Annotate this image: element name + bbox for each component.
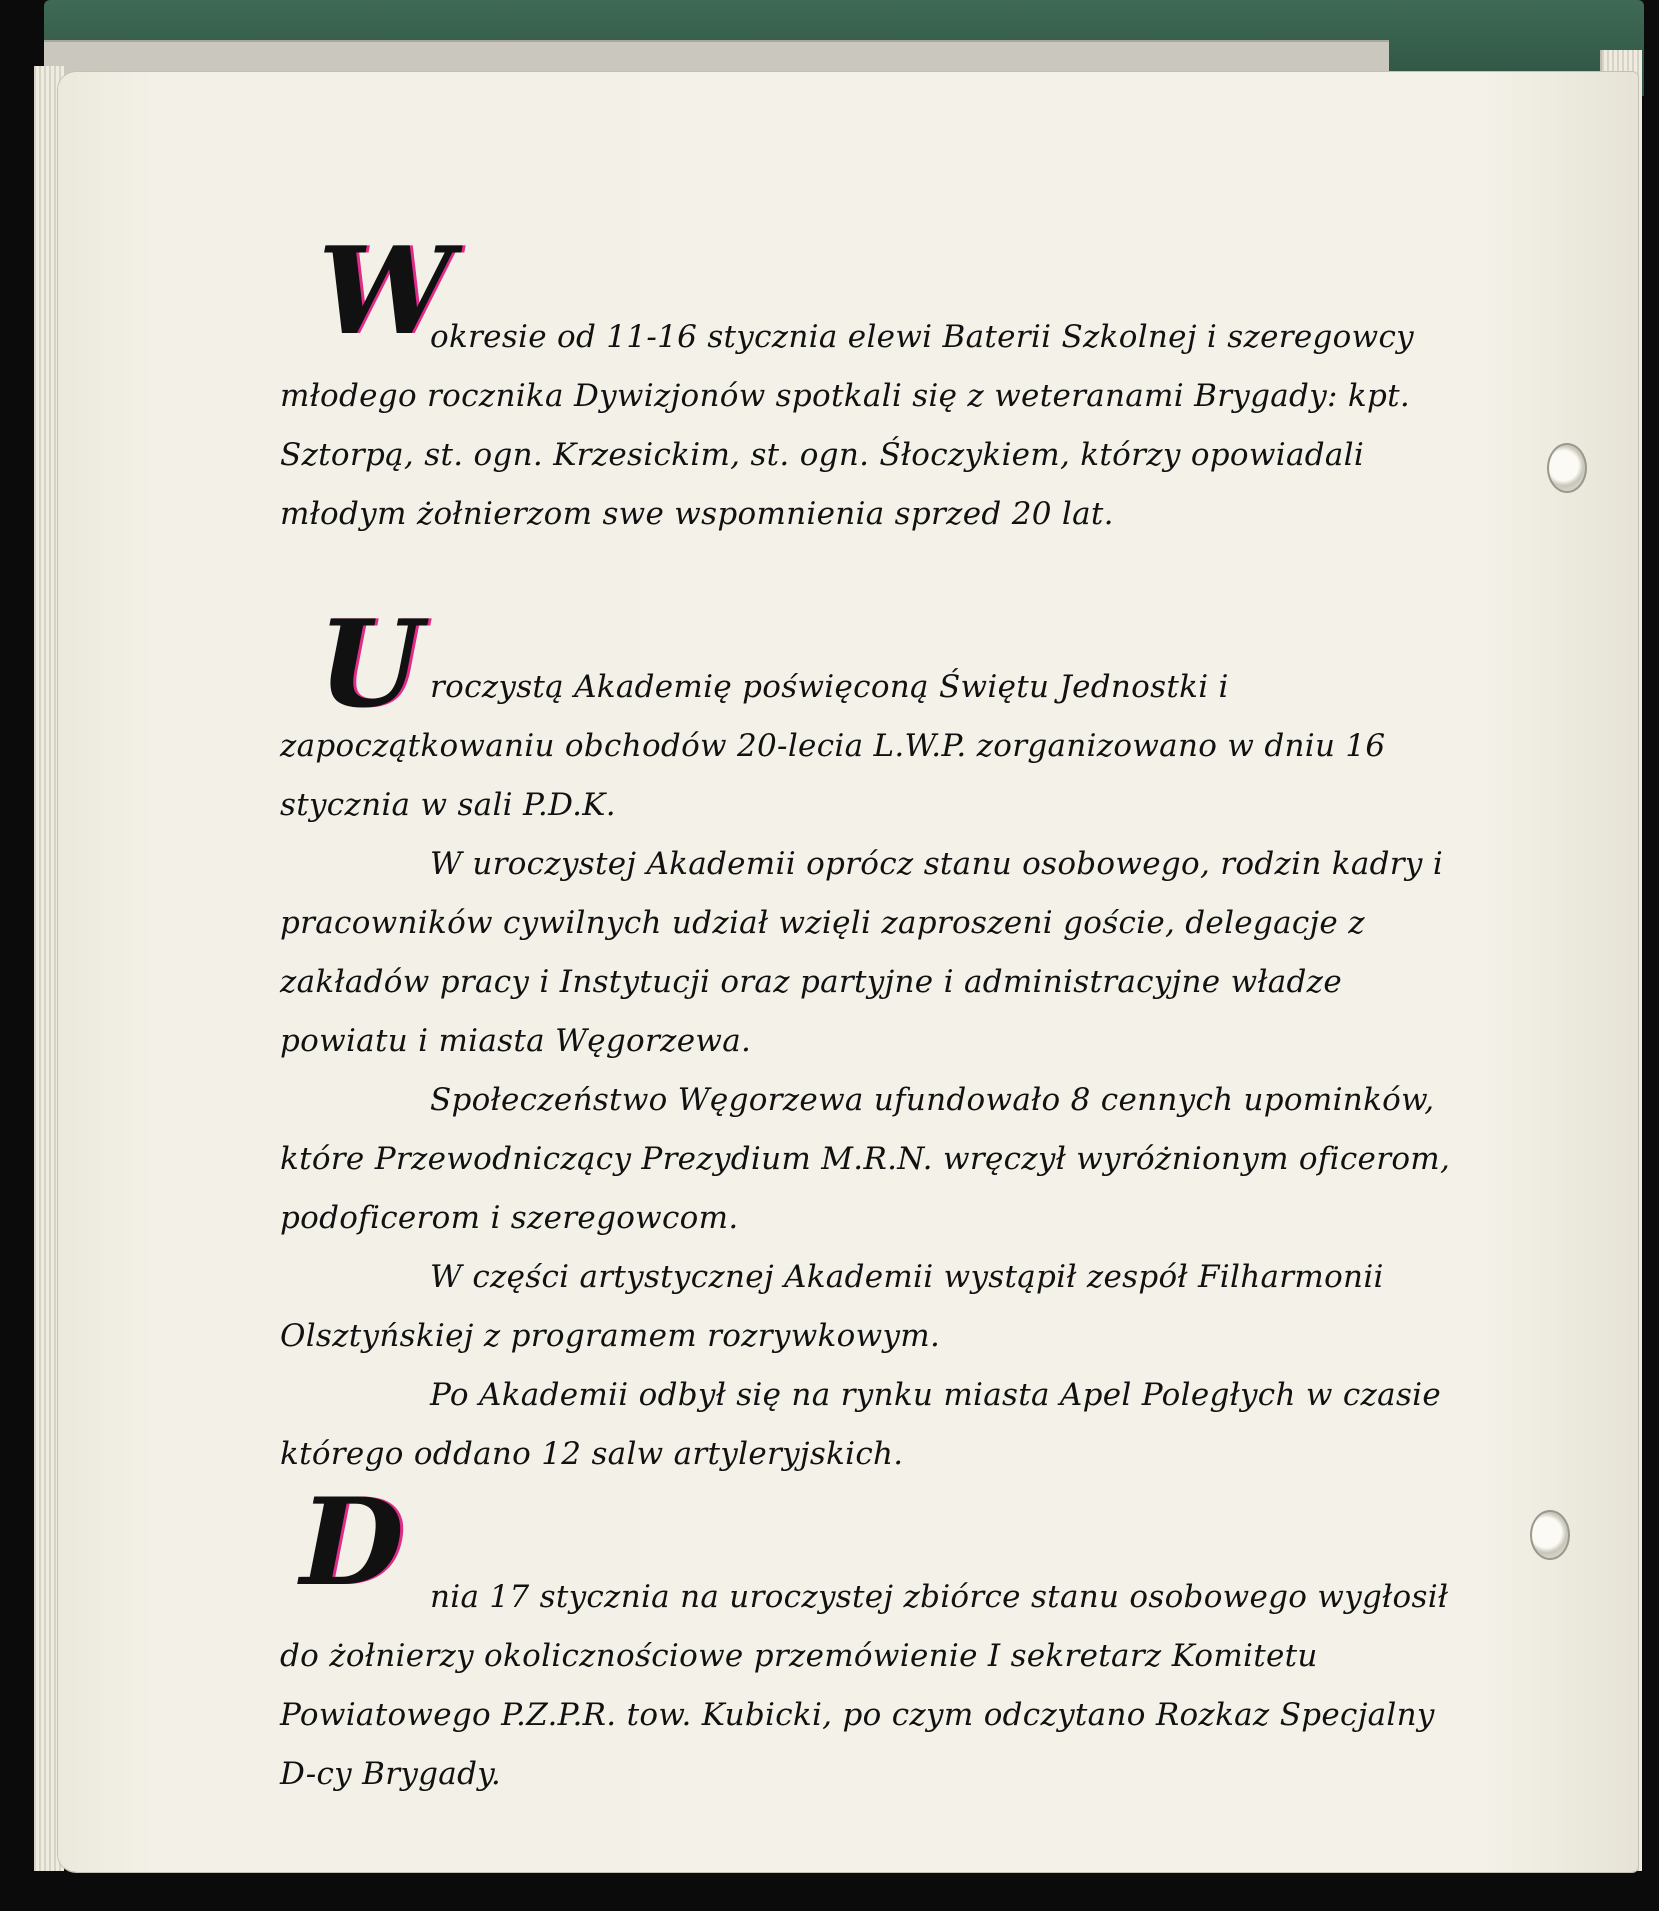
paragraph <box>280 308 1460 544</box>
paragraph-text: W uroczystej Akademii oprócz stanu osobowego, rodzin kadry i pracowników cywilnych udział wzięli zaproszeni goście, delegacje z zakładów pracy i Instytucji oraz partyjne i administracyjne władze powiatu i miasta Węgorzewa. <box>280 846 1444 1059</box>
paragraph-text: Po Akademii odbył się na rynku miasta Apel Poległych w czasie którego oddano 12 salw artyleryjskich. <box>280 1377 1442 1472</box>
paragraph-text: Społeczeństwo Węgorzewa ufundowało 8 cennych upominków, które Przewodniczący Prezydium M.R.N. wręczył wyróżnionym oficerom, podoficerom i szeregowcom. <box>280 1082 1451 1236</box>
decorative-initial: U <box>318 594 423 735</box>
paragraph <box>280 1568 1460 1804</box>
paragraph-text: nia 17 stycznia na uroczystej zbiórce stanu osobowego wygłosił do żołnierzy okolicznościowe przemówienie I sekretarz Komitetu Powiatowego P.Z.P.R. tow. Kubicki, po czym odczytano Rozkaz Specjalny D-cy Brygady. <box>280 1579 1449 1792</box>
decorative-initial: W <box>318 221 453 362</box>
paragraph-text: okresie od 11-16 stycznia elewi Baterii Szkolnej i szeregowcy młodego rocznika Dywizjonów spotkali się z weteranami Brygady: kpt. Sztorpą, st. ogn. Krzesickim, st. ogn. Śłoczykiem, którzy opowiadali młodym żołnierzom swe wspomnienia sprzed 20 lat. <box>280 319 1414 532</box>
paragraph-text: W części artystycznej Akademii wystąpił zespół Filharmonii Olsztyńskiej z programem rozrywkowym. <box>280 1259 1384 1354</box>
punch-hole <box>1547 443 1587 493</box>
decorative-initial: D <box>300 1472 405 1613</box>
paragraph <box>280 658 1460 1484</box>
paragraph-text: roczystą Akademię poświęconą Świętu Jednostki i zapoczątkowaniu obchodów 20-lecia L.W.P. zorganizowano w dniu 16 stycznia w sali P.D.K. <box>280 669 1386 823</box>
punch-hole <box>1530 1510 1570 1560</box>
